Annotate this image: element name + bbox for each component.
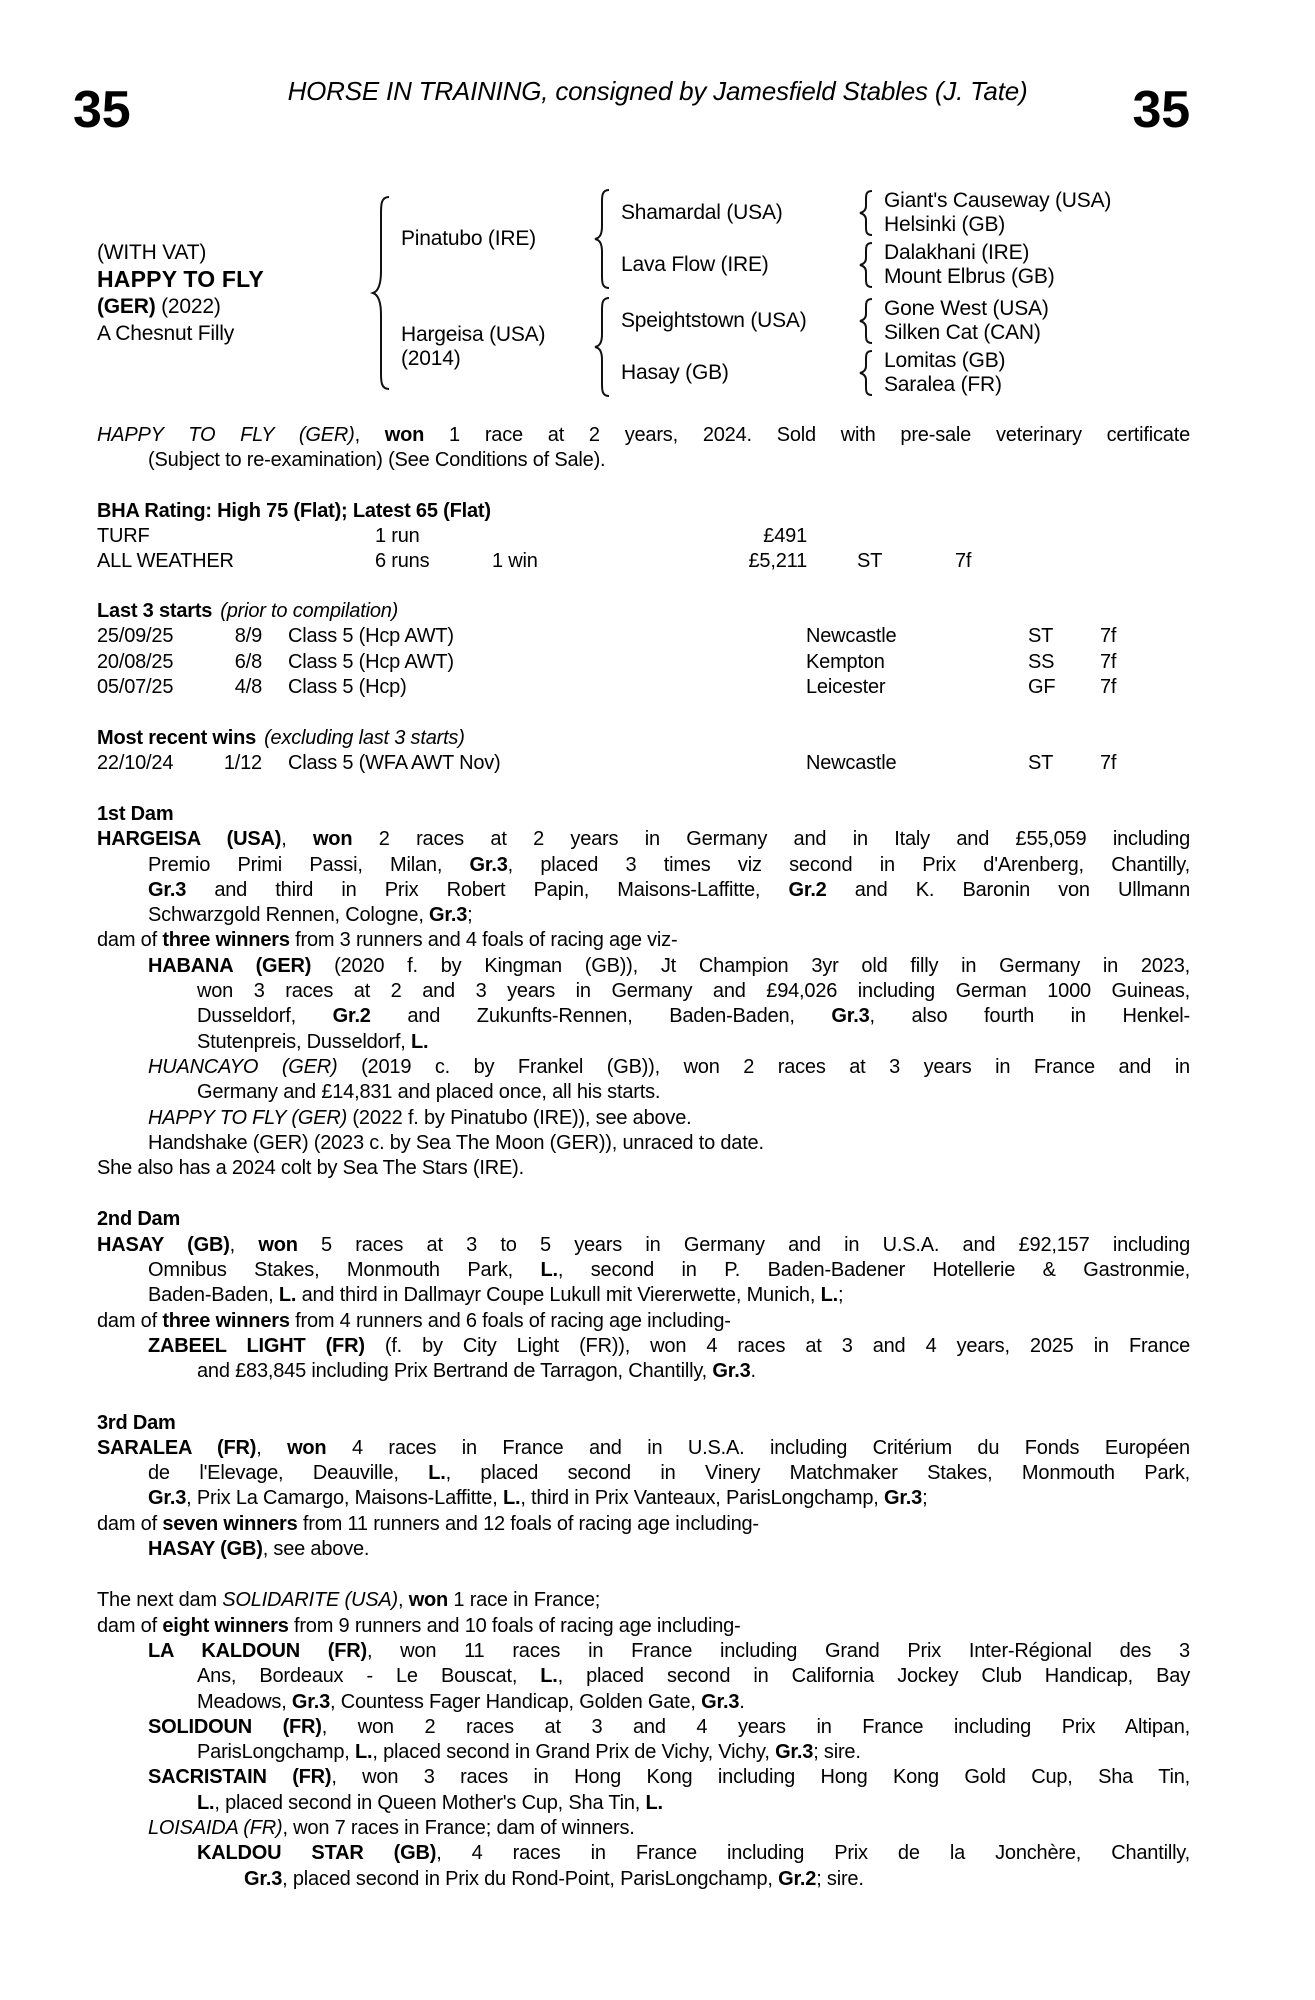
text-line: dam of three winners from 3 runners and 4 foals of racing age viz- xyxy=(97,929,678,952)
ancestor-name: Mount Elbrus (GB) xyxy=(884,265,1055,288)
sire-sire-group xyxy=(615,189,1184,237)
table-row: 05/07/25 4/8 Class 5 (Hcp) Leicester GF 7f xyxy=(97,675,1117,698)
text-line: and £83,845 including Prix Bertrand de Tarragon, Chantilly, Gr.3. xyxy=(197,1360,756,1383)
pedigree-text xyxy=(97,803,1190,1893)
text-line: 2nd Dam xyxy=(97,1208,181,1231)
text-line: (Subject to re-examination) (See Conditions of Sale). xyxy=(148,449,606,472)
text-line: Stutenpreis, Dusseldorf, L. xyxy=(197,1030,429,1053)
text-line: HABANA (GER) (2020 f. by Kingman (GB)), Jt Champion 3yr old filly in Germany in 2023, xyxy=(148,954,1190,977)
text-line: She also has a 2024 colt by Sea The Stars (IRE). xyxy=(97,1157,524,1180)
bha-rating xyxy=(97,500,1190,525)
text-line: Omnibus Stakes, Monmouth Park, L., second in P. Baden-Badener Hotellerie & Gastronmie, xyxy=(148,1259,1190,1282)
pedigree-brace-main xyxy=(369,195,395,391)
text-line: HASAY (GB), won 5 races at 3 to 5 years in Germany and in U.S.A. and £92,157 including xyxy=(97,1233,1190,1256)
text-line: HARGEISA (USA), won 2 races at 2 years in Germany and in Italy and £55,059 including xyxy=(97,828,1190,851)
ancestor-name: Giant's Causeway (USA) xyxy=(884,189,1112,212)
text-line: ParisLongchamp, L., placed second in Grand Prix de Vichy, Vichy, Gr.3; sire. xyxy=(197,1741,861,1764)
text-line: dam of seven winners from 11 runners and 12 foals of racing age including- xyxy=(97,1512,759,1535)
text-line: Schwarzgold Rennen, Cologne, Gr.3; xyxy=(148,904,473,927)
text-line: Premio Primi Passi, Milan, Gr.3, placed 3 times viz second in Prix d'Arenberg, Chantilly, xyxy=(148,853,1190,876)
ancestor-name: Gone West (USA) xyxy=(884,297,1049,320)
ancestor-name: Silken Cat (CAN) xyxy=(884,321,1041,344)
ancestor-name: Saralea (FR) xyxy=(884,373,1002,396)
dam-sire-brace xyxy=(856,297,878,345)
second-dam-section xyxy=(97,1208,1190,1385)
ancestor-name: Lomitas (GB) xyxy=(884,349,1006,372)
sire-dam-brace xyxy=(856,241,878,289)
text-line: HASAY (GB), see above. xyxy=(148,1538,370,1561)
dam-dam-brace xyxy=(856,349,878,397)
dam-dam-group xyxy=(615,349,1184,397)
text-line: dam of three winners from 4 runners and 6 foals of racing age including- xyxy=(97,1309,731,1332)
text-line: The next dam SOLIDARITE (USA), won 1 race in France; xyxy=(97,1589,601,1612)
text-line: 3rd Dam xyxy=(97,1411,176,1434)
table-row: 20/08/25 6/8 Class 5 (Hcp AWT) Kempton SS 7f xyxy=(97,650,1117,673)
sire-brace xyxy=(591,188,615,290)
sire-sire-parents xyxy=(884,189,1184,237)
last-3-starts xyxy=(97,600,1190,701)
lot-number-left: 35 xyxy=(73,81,131,139)
last-3-starts-heading: Last 3 starts xyxy=(97,600,213,622)
text-line: SACRISTAIN (FR), won 3 races in Hong Kong including Hong Kong Gold Cup, Sha Tin, xyxy=(148,1766,1190,1789)
dam-dam-parents xyxy=(884,349,1184,397)
text-line: ZABEEL LIGHT (FR) (f. by City Light (FR)), won 4 races at 3 and 4 years, 2025 in France xyxy=(148,1334,1190,1357)
lot-number-right: 35 xyxy=(1132,81,1190,139)
text-line: Gr.3 and third in Prix Robert Papin, Maisons-Laffitte, Gr.2 and K. Baronin von Ullmann xyxy=(148,878,1190,901)
first-dam-section xyxy=(97,803,1190,1182)
vat-status: (WITH VAT) xyxy=(97,241,207,264)
third-dam-section xyxy=(97,1412,1190,1564)
text-line: Handshake (GER) (2023 c. by Sea The Moon (GER)), unraced to date. xyxy=(148,1131,764,1154)
text-line: Baden-Baden, L. and third in Dallmayr Coupe Lukull mit Viererwette, Munich, L.; xyxy=(148,1284,844,1307)
page-header: HORSE IN TRAINING, consigned by Jamesfield Stables (J. Tate) xyxy=(287,76,1028,106)
text-line: HUANCAYO (GER) (2019 c. by Frankel (GB)), won 2 races at 3 years in France and in xyxy=(148,1055,1190,1078)
sire-dam-parents xyxy=(884,241,1184,289)
dam-name: Hargeisa (USA) (2014) xyxy=(401,323,546,370)
horse-summary xyxy=(97,239,369,347)
ancestor-name: Dalakhani (IRE) xyxy=(884,241,1030,264)
most-recent-wins xyxy=(97,727,1190,778)
pedigree xyxy=(97,188,1207,398)
text-line: Gr.3, Prix La Camargo, Maisons-Laffitte, L., third in Prix Vanteaux, ParisLongchamp, Gr.3; xyxy=(148,1487,928,1510)
text-line: Ans, Bordeaux - Le Bouscat, L., placed second in California Jockey Club Handicap, Bay xyxy=(197,1665,1191,1688)
dam-branch xyxy=(401,296,1184,398)
table-row: 25/09/25 8/9 Class 5 (Hcp AWT) Newcastle ST 7f xyxy=(97,625,1117,648)
text-line: KALDOU STAR (GB), 4 races in France including Prix de la Jonchère, Chantilly, xyxy=(197,1842,1190,1865)
text-line: 1st Dam xyxy=(97,803,174,825)
sire-name: Pinatubo (IRE) xyxy=(401,227,536,250)
text-line: dam of eight winners from 9 runners and 10 foals of racing age including- xyxy=(97,1614,741,1637)
horse-suffix-year: (GER) (2022) xyxy=(97,295,221,318)
text-line: Gr.3, placed second in Prix du Rond-Point, ParisLongchamp, Gr.2; sire. xyxy=(244,1867,864,1890)
dam-sire-parents xyxy=(884,297,1184,345)
table-row: ALL WEATHER 6 runs 1 win £5,211 ST 7f xyxy=(97,550,972,573)
pedigree-tree xyxy=(401,188,1184,398)
most-recent-wins-note: (excluding last 3 starts) xyxy=(264,727,465,749)
text-line: Dusseldorf, Gr.2 and Zukunfts-Rennen, Baden-Baden, Gr.3, also fourth in Henkel- xyxy=(197,1005,1190,1028)
text-line: Meadows, Gr.3, Countess Fager Handicap, Golden Gate, Gr.3. xyxy=(197,1690,745,1713)
text-line: LA KALDOUN (FR), won 11 races in France including Grand Prix Inter-Régional des 3 xyxy=(148,1639,1190,1662)
dam-brace xyxy=(591,296,615,398)
horse-name: HAPPY TO FLY xyxy=(97,266,264,292)
dam-sire-group xyxy=(615,297,1184,345)
record-summary-table xyxy=(97,525,1190,576)
table-row: 22/10/24 1/12 Class 5 (WFA AWT Nov) Newcastle ST 7f xyxy=(97,752,1117,775)
table-row: TURF 1 run £491 xyxy=(97,525,807,547)
bha-rating-heading: BHA Rating: High 75 (Flat); Latest 65 (Flat) xyxy=(97,500,491,522)
ancestor-name: Helsinki (GB) xyxy=(884,213,1006,236)
horse-description: A Chesnut Filly xyxy=(97,322,235,345)
sire-branch xyxy=(401,188,1184,290)
text-line: LOISAIDA (FR), won 7 races in France; dam of winners. xyxy=(148,1816,635,1839)
text-line: won 3 races at 2 and 3 years in Germany and £94,026 including German 1000 Guineas, xyxy=(197,980,1190,1003)
sale-conditions-paragraph xyxy=(97,424,1190,475)
sire-sire-brace xyxy=(856,189,878,237)
sire-dam-name: Lava Flow (IRE) xyxy=(621,253,769,276)
text-line: HAPPY TO FLY (GER) (2022 f. by Pinatubo (IRE)), see above. xyxy=(148,1106,692,1129)
text-line: de l'Elevage, Deauville, L., placed second in Vinery Matchmaker Stakes, Monmouth Park, xyxy=(148,1462,1190,1485)
dam-sire-name: Speightstown (USA) xyxy=(621,309,807,332)
sire-sire-name: Shamardal (USA) xyxy=(621,201,783,224)
text-line: HAPPY TO FLY (GER), won 1 race at 2 years, 2024. Sold with pre-sale veterinary certificate xyxy=(97,424,1190,446)
last-3-starts-note: (prior to compilation) xyxy=(220,600,399,622)
text-line: Germany and £14,831 and placed once, all his starts. xyxy=(197,1081,661,1104)
text-line: L., placed second in Queen Mother's Cup, Sha Tin, L. xyxy=(197,1791,663,1814)
sire-dam-group xyxy=(615,241,1184,289)
next-dam-section xyxy=(97,1589,1190,1893)
most-recent-wins-heading: Most recent wins xyxy=(97,727,257,749)
dam-dam-name: Hasay (GB) xyxy=(621,361,729,384)
text-line: SARALEA (FR), won 4 races in France and in U.S.A. including Critérium du Fonds Européen xyxy=(97,1436,1190,1459)
text-line: SOLIDOUN (FR), won 2 races at 3 and 4 years in France including Prix Altipan, xyxy=(148,1715,1190,1738)
